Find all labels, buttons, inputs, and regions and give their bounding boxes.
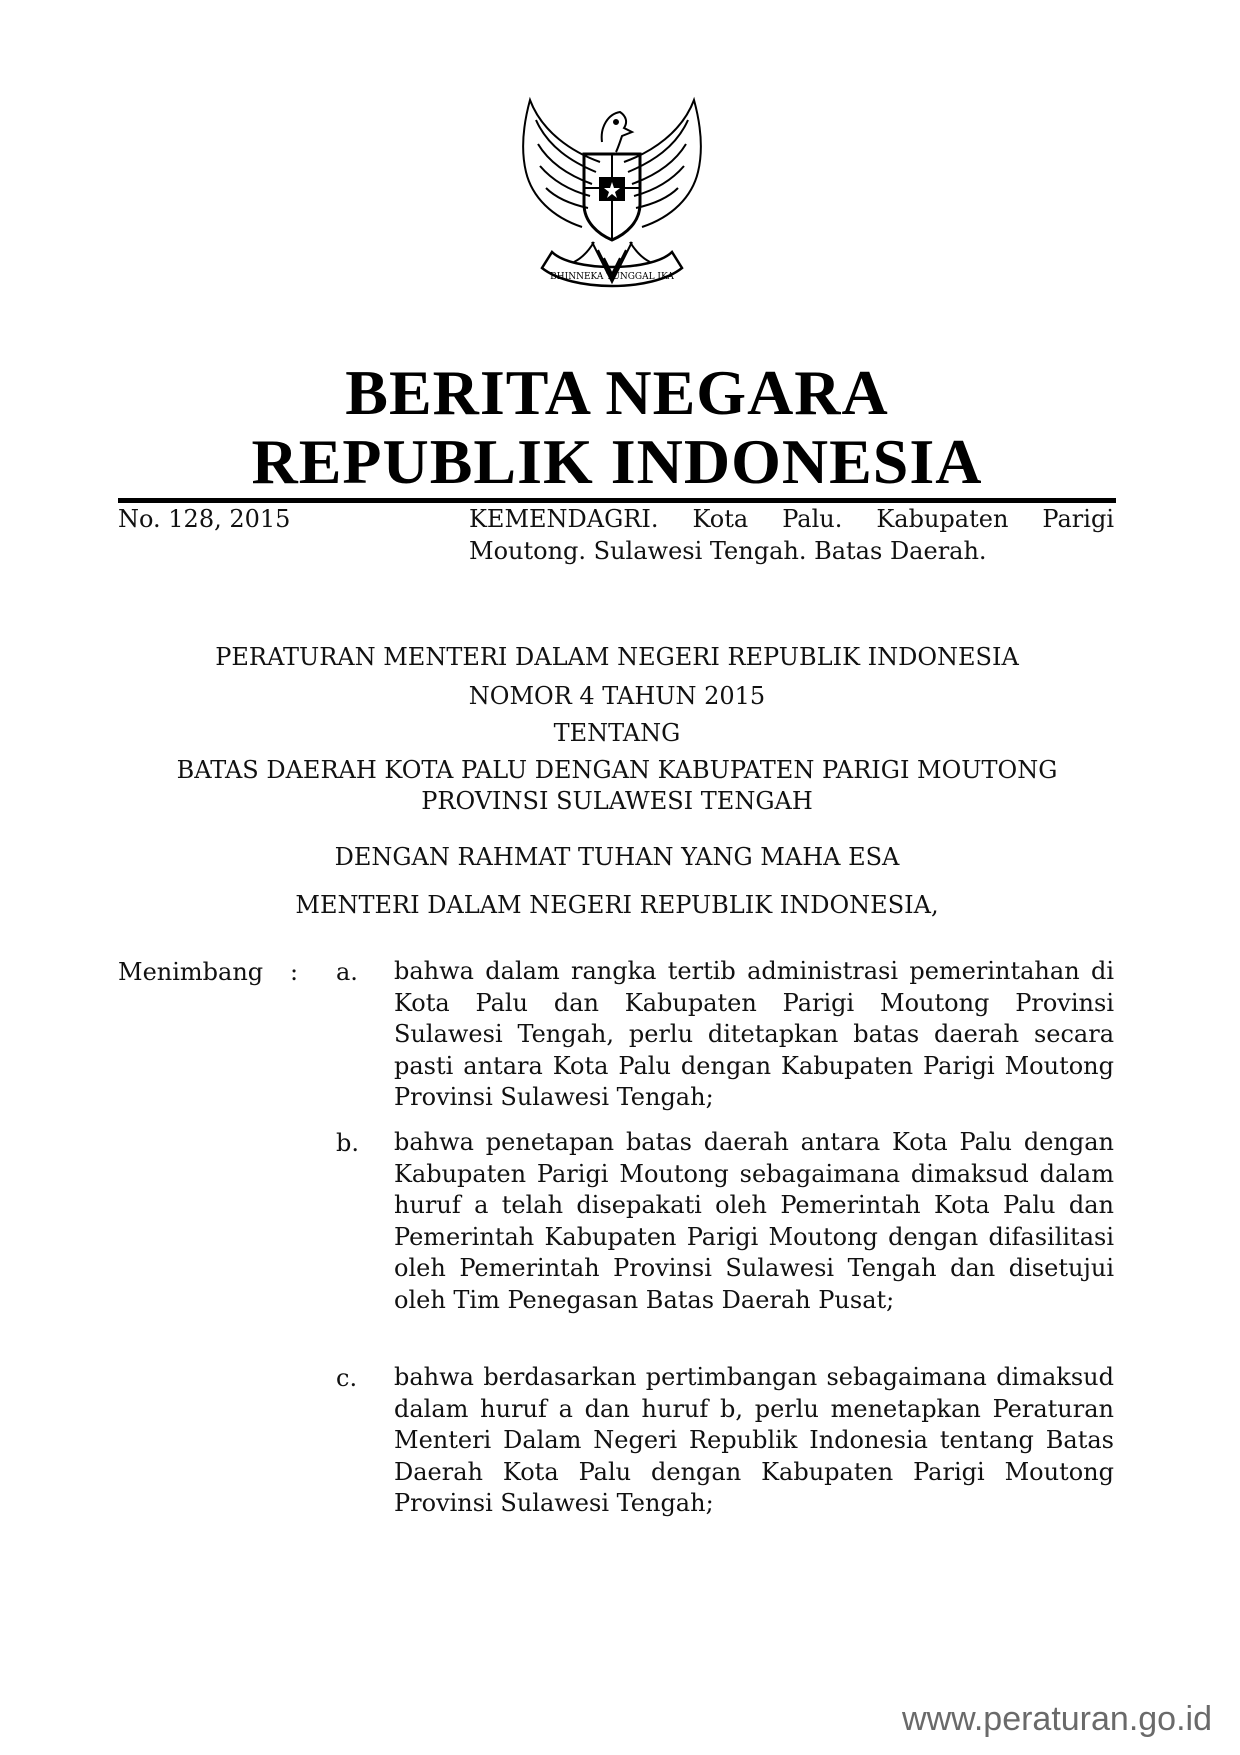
footer-url[interactable]: www.peraturan.go.id — [902, 1700, 1212, 1738]
gazette-subject: KEMENDAGRI. Kota Palu. Kabupaten Parigi Moutong. Sulawesi Tengah. Batas Daerah. — [469, 505, 1114, 565]
consideration-letter-c: c. — [336, 1364, 358, 1392]
regulation-title: PERATURAN MENTERI DALAM NEGERI REPUBLIK INDONESIA — [215, 643, 1019, 671]
regulation-number: NOMOR 4 TAHUN 2015 — [468, 682, 766, 710]
regulation-subject-line-1: BATAS DAERAH KOTA PALU DENGAN KABUPATEN PARIGI MOUTONG — [176, 756, 1058, 784]
considerations-label: Menimbang — [118, 958, 264, 986]
consideration-text-c: bahwa berdasarkan pertimbangan sebagaimana dimaksud dalam huruf a dan huruf b, perlu menetapkan Peraturan Menteri Dalam Negeri Republik Indonesia tentang Batas Daerah Kota Palu dengan Kabupaten Parigi Moutong Provinsi Sulawesi Tengah; — [394, 1363, 1114, 1517]
masthead-line-1: BERITA NEGARA — [345, 357, 889, 428]
regulation-issuer: MENTERI DALAM NEGERI REPUBLIK INDONESIA, — [295, 891, 939, 919]
regulation-invocation: DENGAN RAHMAT TUHAN YANG MAHA ESA — [334, 843, 900, 871]
consideration-text-a: bahwa dalam rangka tertib administrasi pemerintahan di Kota Palu dan Kabupaten Parigi Moutong Provinsi Sulawesi Tengah, perlu ditetapkan batas daerah secara pasti antara Kota Palu dengan Kabupaten Parigi Moutong Provinsi Sulawesi Tengah; — [394, 957, 1114, 1111]
masthead-line-2: REPUBLIK INDONESIA — [251, 426, 983, 497]
svg-text:BHINNEKA TUNGGAL IKA: BHINNEKA TUNGGAL IKA — [550, 272, 674, 282]
gazette-number: No. 128, 2015 — [118, 505, 291, 533]
regulation-about: TENTANG — [553, 719, 681, 747]
regulation-subject-line-2: PROVINSI SULAWESI TENGAH — [421, 787, 813, 815]
consideration-letter-b: b. — [336, 1129, 359, 1157]
considerations-colon: : — [290, 958, 299, 986]
garuda-emblem — [512, 92, 712, 307]
consideration-text-b: bahwa penetapan batas daerah antara Kota Palu dengan Kabupaten Parigi Moutong sebagaimana dimaksud dalam huruf a telah disepakati oleh Pemerintah Kota Palu dan Pemerintah Kabupaten Parigi Moutong dengan difasilitasi oleh Pemerintah Provinsi Sulawesi Tengah dan disetujui oleh Tim Penegasan Batas Daerah Pusat; — [394, 1128, 1114, 1314]
consideration-letter-a: a. — [336, 958, 358, 986]
